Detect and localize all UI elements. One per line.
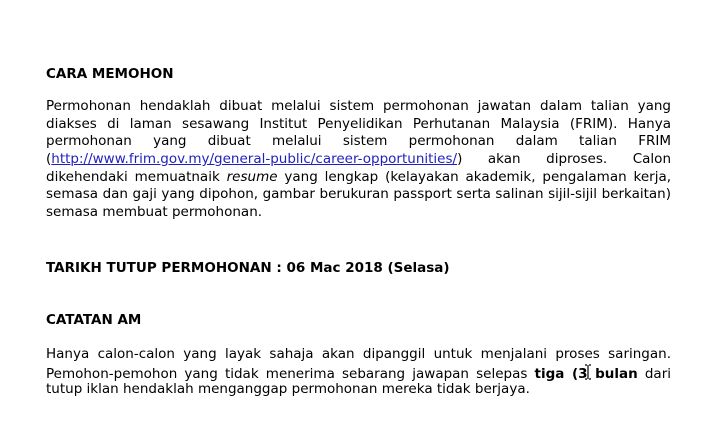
link-trailing-text: ) akan diproses. Calon [457,151,671,168]
paragraph-line [46,364,671,382]
paragraph-line: Hanya calon-calon yang layak sahaja akan dipanggil untuk menjalani proses saringan. [46,346,671,362]
paragraph-line [46,169,671,187]
notice-line-pre: Pemohon-pemohon yang tidak menerima sebarang jawapan selepas [46,365,535,382]
career-opportunities-link[interactable]: http://www.frim.gov.my/general-public/career-opportunities/ [51,151,458,168]
catatan-am-paragraph [46,346,671,399]
resume-line-pre: dikehendaki memuatnaik [46,168,227,185]
paragraph-line: semasa membuat permohonan. [46,204,263,221]
paragraph-line: semasa dan gaji yang dipohon, gambar berukuran passport serta salinan sijil-sijil berkaitan) [46,186,671,203]
link-open-paren: ( [46,151,52,168]
document-page [46,0,671,428]
resume-italic: resume [226,168,278,185]
paragraph-line: diakses di laman sesawang Institut Penyelidikan Perhutanan Malaysia (FRIM). Hanya [46,115,671,132]
resume-line-post: yang lengkap (kelayakan akademik, pengalaman kerja, [284,168,671,185]
paragraph-line: tutup iklan hendaklah menganggap permohonan mereka tidak berjaya. [46,381,530,398]
cara-memohon-paragraph [46,98,671,222]
section-heading-cara-memohon: CARA MEMOHON [46,66,174,82]
closing-date-heading: TARIKH TUTUP PERMOHONAN : 06 Mac 2018 (Selasa) [46,260,450,276]
paragraph-line: Permohonan hendaklah dibuat melalui sistem permohonan jawatan dalam talian yang [46,98,671,114]
paragraph-line-with-link [46,151,671,169]
notice-bold-b: bulan [587,365,638,382]
notice-line-post: dari [644,365,671,382]
notice-bold-a: tiga (3 [534,365,588,382]
paragraph-line: permohonan yang dibuat melalui sistem permohonan dalam talian FRIM [46,133,671,150]
section-heading-catatan-am: CATATAN AM [46,312,142,328]
